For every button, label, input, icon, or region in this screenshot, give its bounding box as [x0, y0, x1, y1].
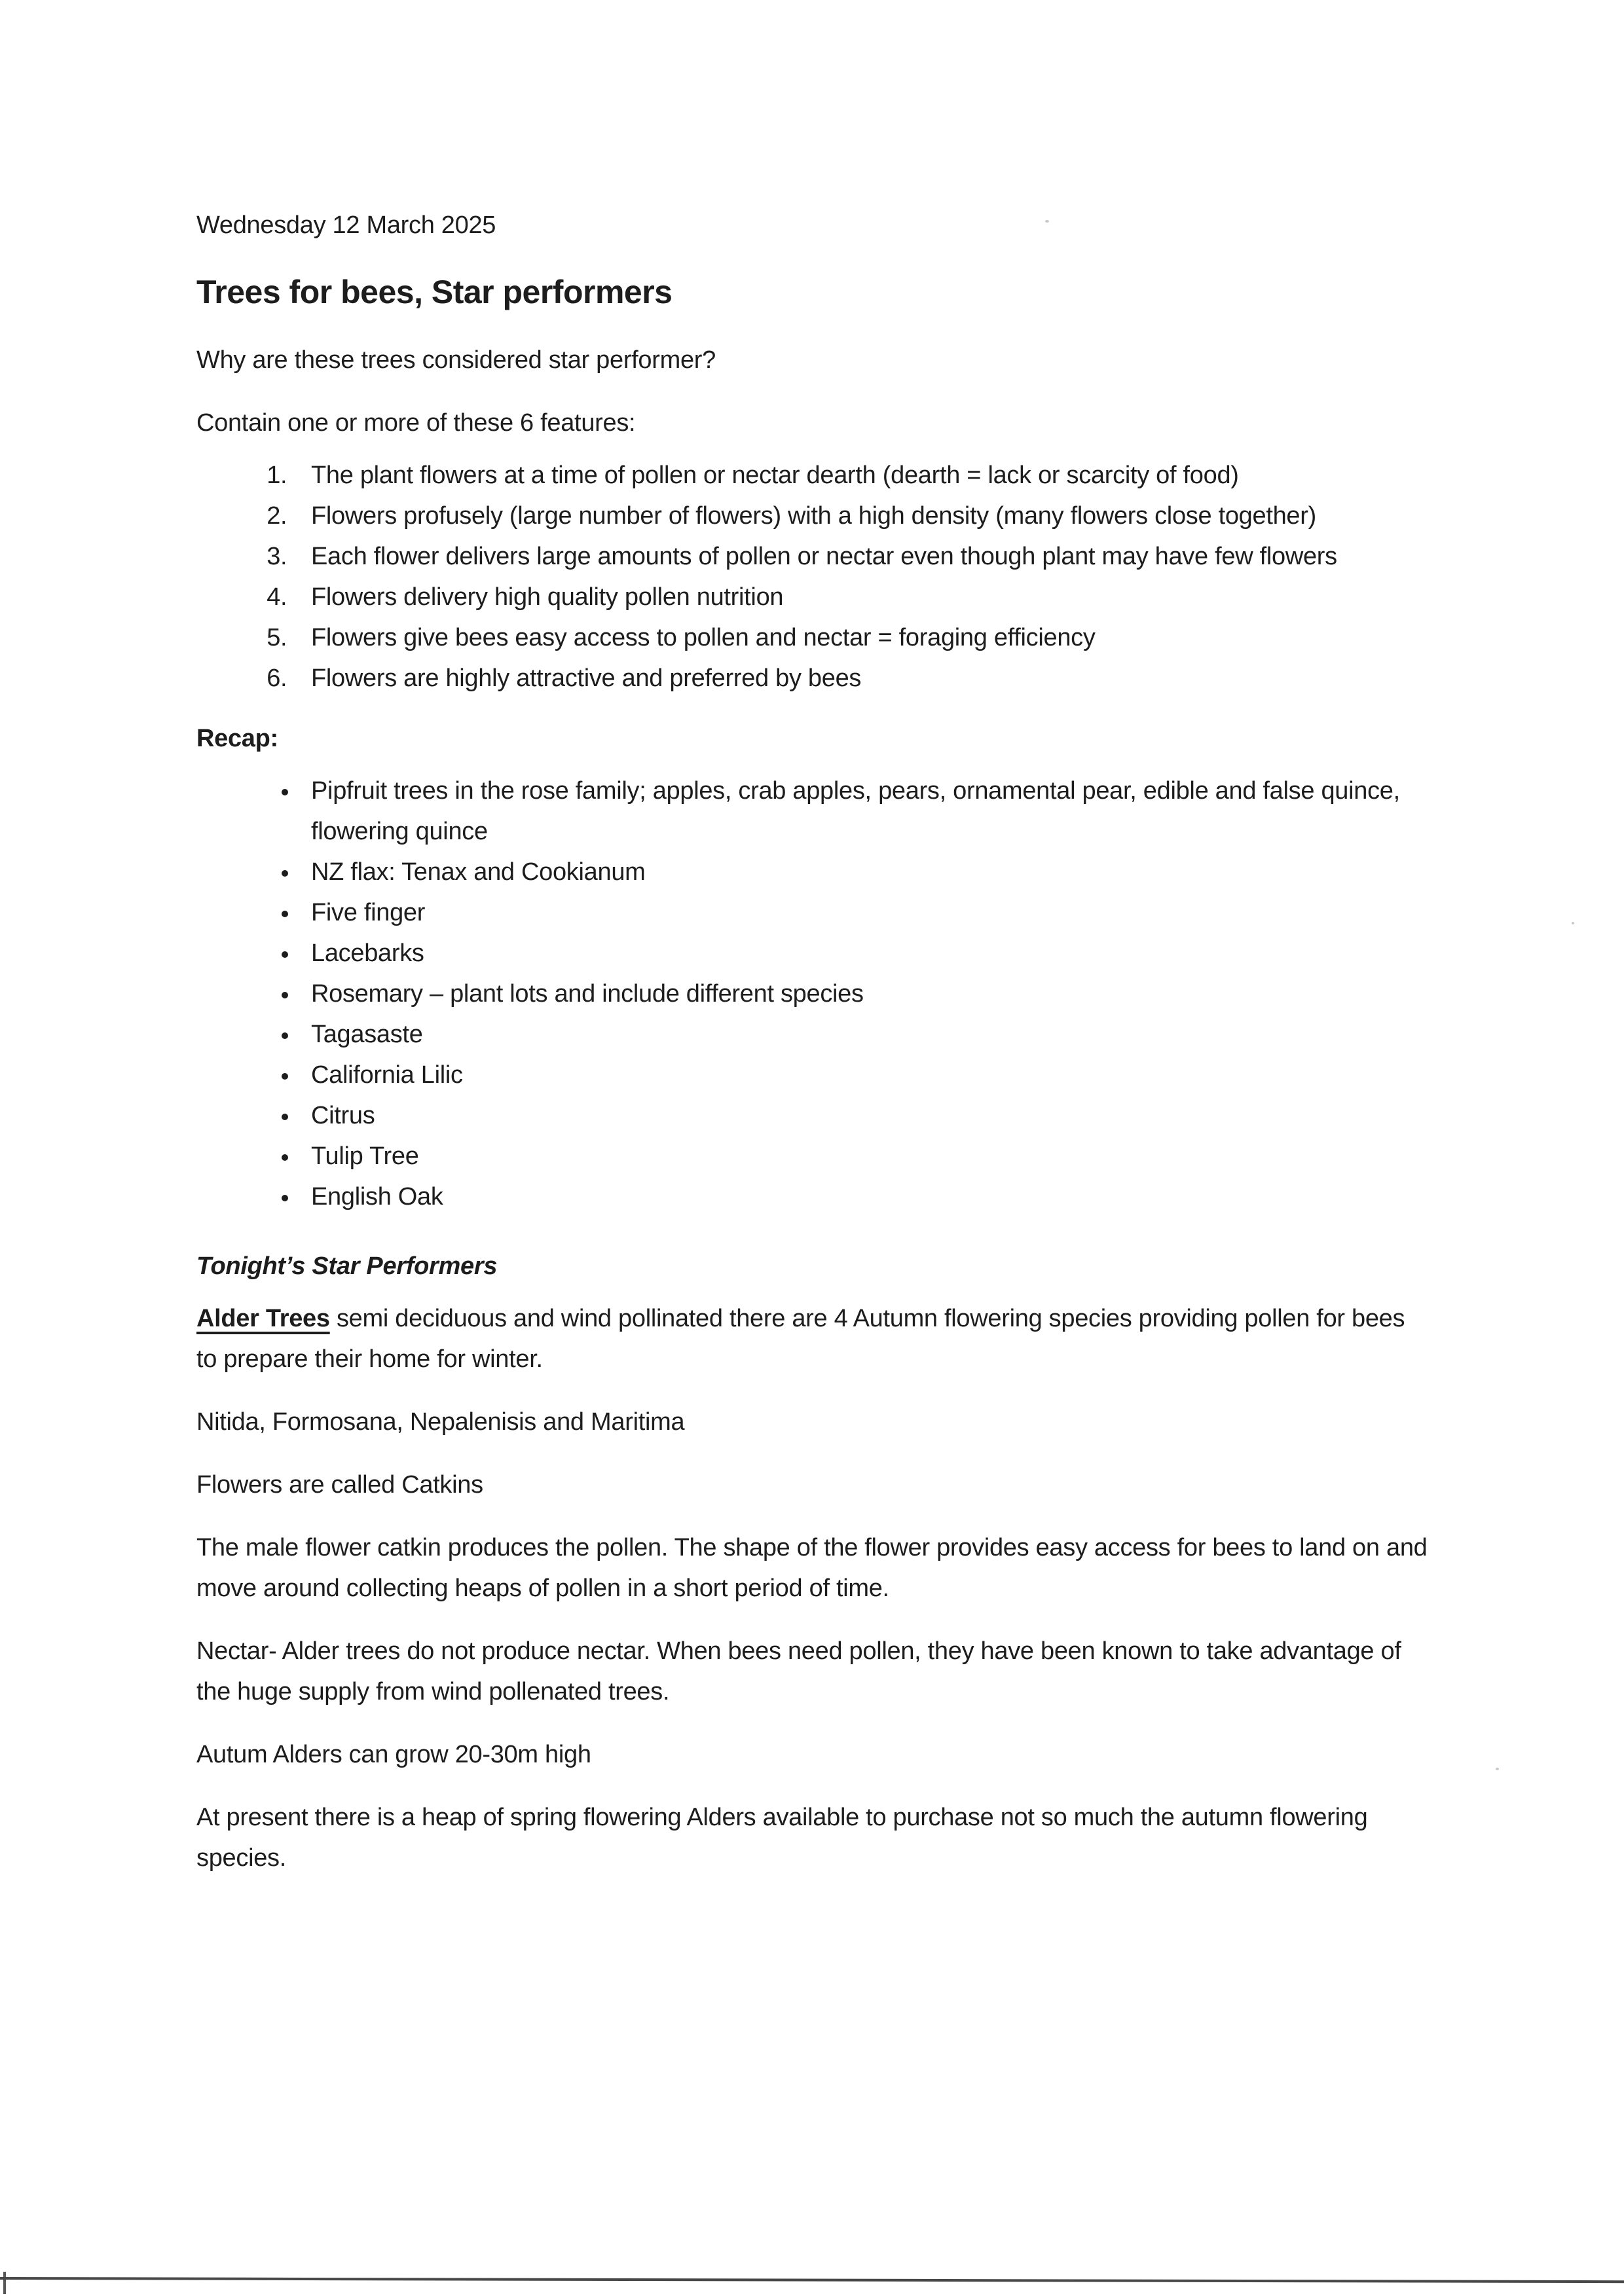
page-title: Trees for bees, Star performers	[196, 274, 673, 310]
body-paragraph: Flowers are called Catkins	[196, 1471, 483, 1499]
intro-question: Why are these trees considered star performer?	[196, 346, 716, 374]
recap-item: • Citrus	[299, 1095, 1411, 1136]
body-paragraph: Nitida, Formosana, Nepalenisis and Maritima	[196, 1408, 685, 1436]
body-paragraph: The male flower catkin produces the pollen. The shape of the flower provides easy access for bees to land on and move around collecting heaps of pollen in a short period of time.	[196, 1534, 1428, 1602]
recap-item: • Pipfruit trees in the rose family; apples, crab apples, pears, ornamental pear, edible and false quince, flowering quince	[299, 771, 1411, 852]
feature-item: 6. Flowers are highly attractive and preferred by bees	[299, 658, 1411, 699]
body-paragraph: Nectar- Alder trees do not produce nectar. When bees need pollen, they have been known to take advantage of the huge supply from wind pollenated trees.	[196, 1637, 1401, 1705]
recap-item: • Lacebarks	[299, 933, 1411, 974]
recap-item: • Tulip Tree	[299, 1136, 1411, 1176]
feature-item: 4. Flowers delivery high quality pollen nutrition	[299, 577, 1411, 617]
features-lead: Contain one or more of these 6 features:	[196, 409, 636, 437]
alder-lead: Alder Trees	[196, 1305, 330, 1332]
body-paragraph: Autum Alders can grow 20-30m high	[196, 1741, 591, 1768]
recap-item: • NZ flax: Tenax and Cookianum	[299, 852, 1411, 892]
recap-item: • Tagasaste	[299, 1014, 1411, 1055]
scan-speck	[1496, 1768, 1499, 1770]
body-paragraph: At present there is a heap of spring flowering Alders available to purchase not so much the autumn flowering species.	[196, 1804, 1368, 1872]
recap-list	[196, 771, 1431, 1217]
feature-item: 5. Flowers give bees easy access to pollen and nectar = foraging efficiency	[299, 617, 1411, 658]
feature-item: 2. Flowers profusely (large number of flowers) with a high density (many flowers close together)	[299, 496, 1411, 536]
scan-speck	[1572, 922, 1574, 924]
features-list	[196, 455, 1431, 699]
recap-item: • English Oak	[299, 1176, 1411, 1217]
recap-item: • Five finger	[299, 892, 1411, 933]
section-heading: Tonight’s Star Performers	[196, 1252, 498, 1280]
scan-speck	[1045, 220, 1049, 223]
recap-item: • California Lilic	[299, 1055, 1411, 1095]
recap-heading: Recap:	[196, 725, 278, 752]
feature-item: 3. Each flower delivers large amounts of pollen or nectar even though plant may have few flowers	[299, 536, 1411, 577]
recap-item: • Rosemary – plant lots and include different species	[299, 974, 1411, 1014]
date-line: Wednesday 12 March 2025	[196, 211, 496, 239]
alder-rest: semi deciduous and wind pollinated there are 4 Autumn flowering species providing pollen for bees to prepare their home for winter.	[196, 1305, 1405, 1373]
feature-item: 1. The plant flowers at a time of pollen or nectar dearth (dearth = lack or scarcity of food)	[299, 455, 1411, 496]
scan-corner-artifact	[3, 2272, 6, 2294]
scan-edge-line	[0, 2277, 1624, 2283]
alder-paragraph	[196, 1298, 1431, 1379]
